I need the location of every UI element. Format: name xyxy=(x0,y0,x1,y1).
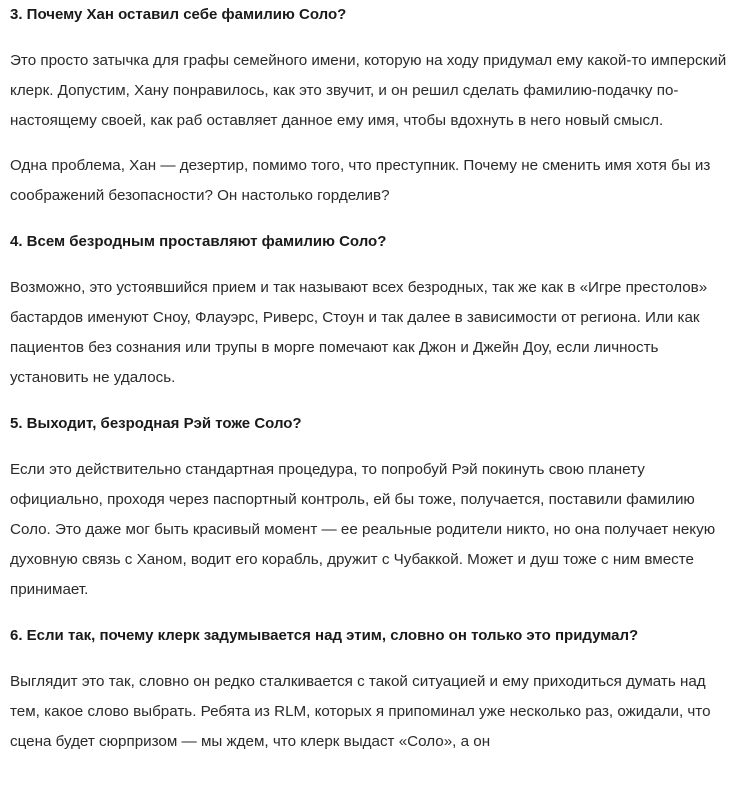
paragraph: Одна проблема, Хан — дезертир, помимо того, что преступник. Почему не сменить имя хотя бы из соображений безопасности? Он настолько горделив? xyxy=(10,157,711,204)
section-heading-6: 6. Если так, почему клерк задумывается над этим, словно он только это придумал? xyxy=(10,627,639,644)
section-heading-3: 3. Почему Хан оставил себе фамилию Соло? xyxy=(10,6,347,23)
paragraph: Возможно, это устоявшийся прием и так называют всех безродных, так же как в «Игре престолов» бастардов именуют Сноу, Флауэрс, Риверс, Стоун и так далее в зависимости от региона. Или как пациентов без сознания или трупы в морге помечают как Джон и Джейн Доу, если личность установить не удалось. xyxy=(10,279,708,386)
paragraph: Выглядит это так, словно он редко сталкивается с такой ситуацией и ему приходиться думать над тем, какое слово выбрать. Ребята из RLM, которых я припоминал уже несколько раз, ожидали, что сцена будет сюрпризом — мы ждем, что клерк выдаст «Соло», а он xyxy=(10,673,711,750)
paragraph: Это просто затычка для графы семейного имени, которую на ходу придумал ему какой-то имперский клерк. Допустим, Хану понравилось, как это звучит, и он решил сделать фамилию-подачку по-настоящему своей, как раб оставляет данное ему имя, чтобы вдохнуть в него новый смысл. xyxy=(10,52,727,129)
section-heading-5: 5. Выходит, безродная Рэй тоже Соло? xyxy=(10,415,302,432)
section-heading-4: 4. Всем безродным проставляют фамилию Соло? xyxy=(10,233,387,250)
paragraph: Если это действительно стандартная процедура, то попробуй Рэй покинуть свою планету официально, проходя через паспортный контроль, ей бы тоже, получается, поставили фамилию Соло. Это даже мог быть красивый момент — ее реальные родители никто, но она получает некую духовную связь с Ханом, водит его корабль, дружит с Чубаккой. Может и душ тоже с ним вместе принимает. xyxy=(10,461,716,598)
